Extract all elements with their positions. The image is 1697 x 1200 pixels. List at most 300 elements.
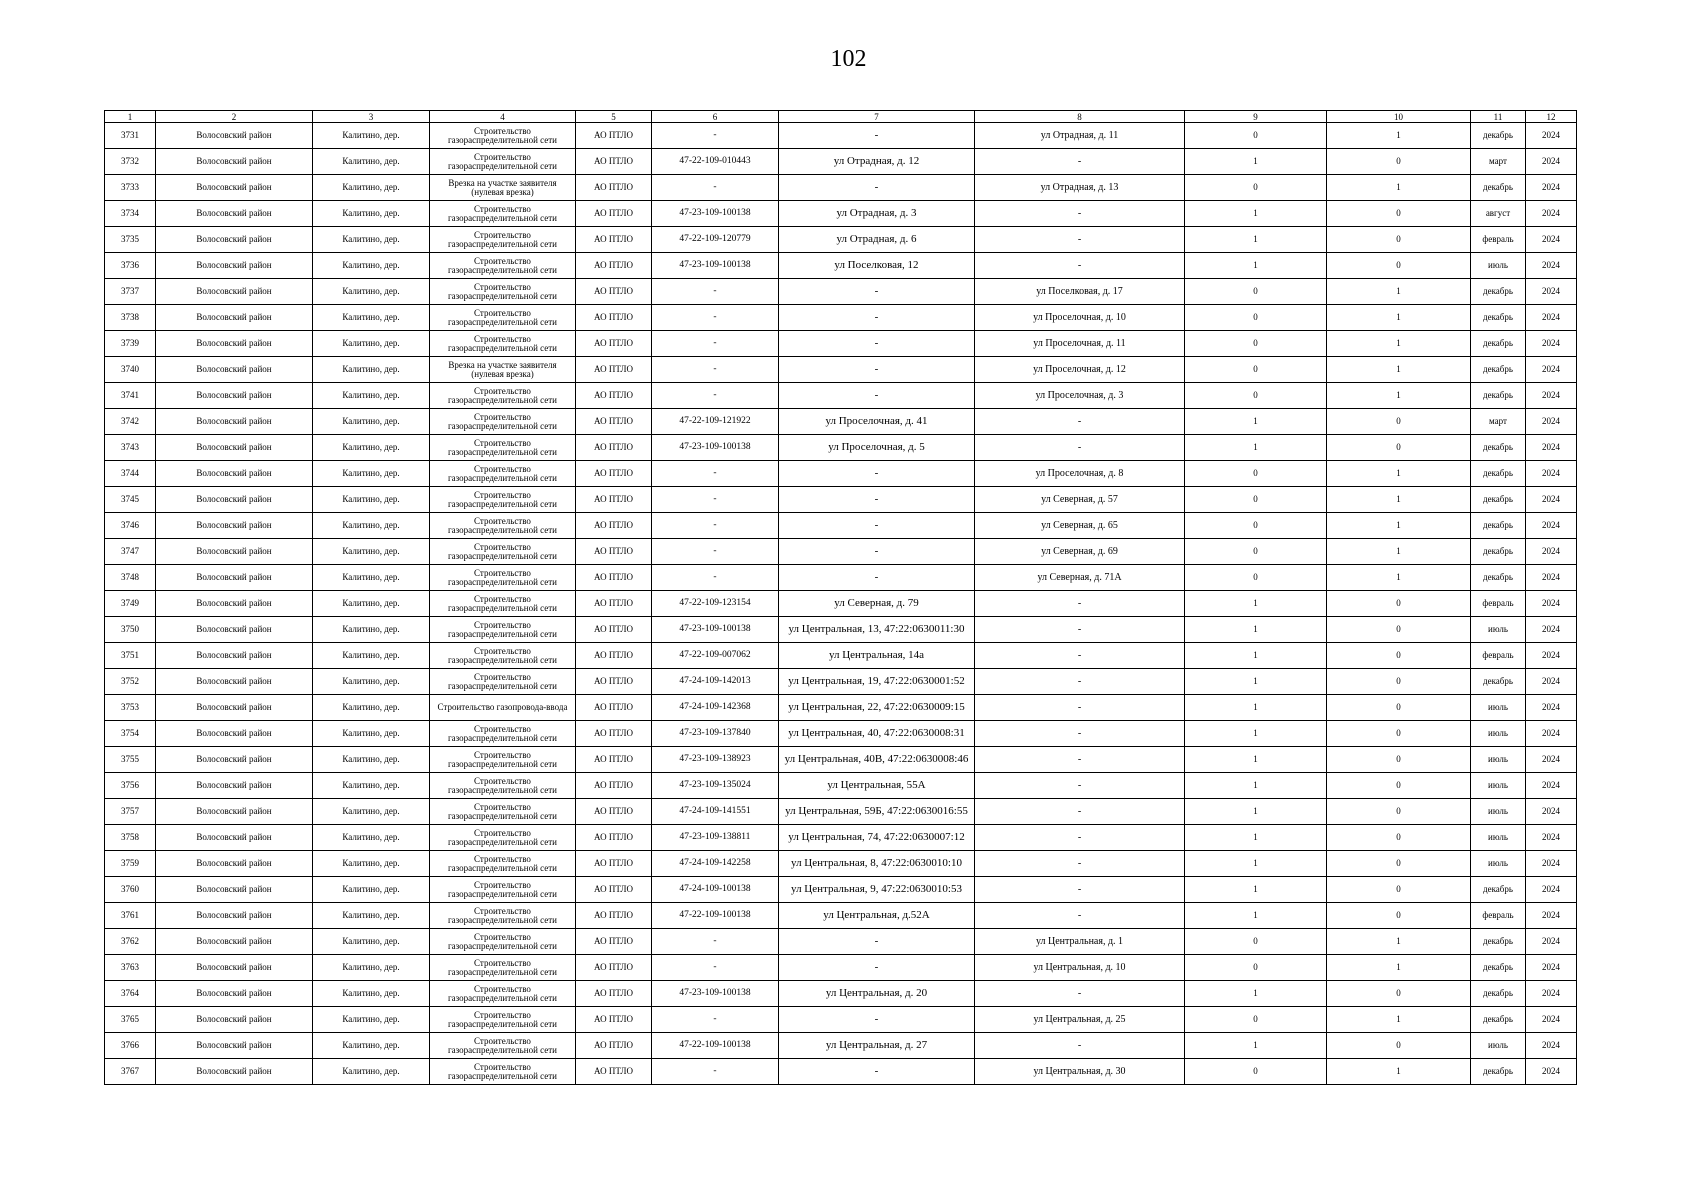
table-cell: 1	[1327, 357, 1471, 383]
table-cell: 1	[1327, 565, 1471, 591]
table-cell: 2024	[1526, 539, 1577, 565]
table-cell: -	[652, 1007, 779, 1033]
table-cell: Волосовский район	[156, 383, 313, 409]
table-cell: 3757	[105, 799, 156, 825]
table-cell: 0	[1327, 825, 1471, 851]
table-cell: Калитино, дер.	[313, 513, 430, 539]
page-number: 102	[830, 46, 867, 72]
table-cell: Волосовский район	[156, 1033, 313, 1059]
table-row	[105, 253, 1577, 279]
table-cell: Строительство газораспределительной сети	[430, 799, 576, 825]
table-row	[105, 903, 1577, 929]
table-cell: 1	[1185, 877, 1327, 903]
table-row	[105, 227, 1577, 253]
table-row	[105, 331, 1577, 357]
table-cell: АО ПТЛО	[576, 877, 652, 903]
table-cell: июль	[1471, 253, 1526, 279]
table-cell: 0	[1327, 877, 1471, 903]
table-cell: Волосовский район	[156, 565, 313, 591]
table-cell: АО ПТЛО	[576, 1059, 652, 1085]
table-cell: Волосовский район	[156, 435, 313, 461]
table-cell: Волосовский район	[156, 149, 313, 175]
table-cell: 2024	[1526, 669, 1577, 695]
column-number: 4	[430, 111, 576, 123]
table-cell: 1	[1185, 643, 1327, 669]
table-cell: -	[975, 643, 1185, 669]
table-cell: 47-23-109-137840	[652, 721, 779, 747]
table-cell: ул Центральная, д. 1	[975, 929, 1185, 955]
table-cell: Калитино, дер.	[313, 565, 430, 591]
column-number: 5	[576, 111, 652, 123]
table-cell: 3764	[105, 981, 156, 1007]
table-row	[105, 305, 1577, 331]
table-cell: Строительство газораспределительной сети	[430, 955, 576, 981]
table-cell: Волосовский район	[156, 461, 313, 487]
table-cell: -	[975, 721, 1185, 747]
table-cell: 1	[1185, 903, 1327, 929]
table-cell: -	[779, 929, 975, 955]
table-cell: 0	[1185, 461, 1327, 487]
table-cell: Калитино, дер.	[313, 149, 430, 175]
table-cell: 0	[1185, 1007, 1327, 1033]
table-cell: 0	[1185, 305, 1327, 331]
table-cell: Волосовский район	[156, 721, 313, 747]
table-row	[105, 1033, 1577, 1059]
table-cell: декабрь	[1471, 435, 1526, 461]
table-row	[105, 799, 1577, 825]
table-cell: Калитино, дер.	[313, 981, 430, 1007]
table-cell: 2024	[1526, 825, 1577, 851]
table-cell: Калитино, дер.	[313, 669, 430, 695]
table-cell: 0	[1327, 851, 1471, 877]
table-cell: Волосовский район	[156, 279, 313, 305]
table-cell: Строительство газораспределительной сети	[430, 903, 576, 929]
table-cell: АО ПТЛО	[576, 513, 652, 539]
table-cell: 0	[1185, 487, 1327, 513]
table-cell: Калитино, дер.	[313, 279, 430, 305]
table-cell: ул Северная, д. 65	[975, 513, 1185, 539]
table-cell: ул Центральная, 74, 47:22:0630007:12	[779, 825, 975, 851]
table-cell: АО ПТЛО	[576, 747, 652, 773]
table-cell: 3763	[105, 955, 156, 981]
table-cell: 0	[1327, 617, 1471, 643]
table-cell: Волосовский район	[156, 877, 313, 903]
table-cell: Волосовский район	[156, 669, 313, 695]
table-cell: 3736	[105, 253, 156, 279]
table-cell: Калитино, дер.	[313, 487, 430, 513]
table-cell: Врезка на участке заявителя (нулевая врезка)	[430, 175, 576, 201]
table-cell: -	[975, 981, 1185, 1007]
table-cell: Калитино, дер.	[313, 695, 430, 721]
table-cell: -	[975, 227, 1185, 253]
column-number: 12	[1526, 111, 1577, 123]
table-cell: 0	[1327, 201, 1471, 227]
table-cell: февраль	[1471, 227, 1526, 253]
table-cell: -	[975, 149, 1185, 175]
table-cell: -	[975, 617, 1185, 643]
table-cell: 2024	[1526, 643, 1577, 669]
table-cell: 3749	[105, 591, 156, 617]
table-cell: 2024	[1526, 279, 1577, 305]
table-cell: Строительство газораспределительной сети	[430, 825, 576, 851]
table-cell: 3753	[105, 695, 156, 721]
table-cell: 1	[1327, 1059, 1471, 1085]
table-cell: 3732	[105, 149, 156, 175]
table-cell: -	[652, 487, 779, 513]
table-cell: -	[652, 955, 779, 981]
table-cell: 3737	[105, 279, 156, 305]
table-cell: 1	[1185, 825, 1327, 851]
table-cell: 3743	[105, 435, 156, 461]
table-cell: Строительство газораспределительной сети	[430, 227, 576, 253]
table-row	[105, 877, 1577, 903]
table-cell: АО ПТЛО	[576, 1007, 652, 1033]
table-row	[105, 825, 1577, 851]
table-cell: 0	[1185, 539, 1327, 565]
table-cell: 2024	[1526, 383, 1577, 409]
table-cell: Строительство газораспределительной сети	[430, 487, 576, 513]
table-cell: ул Центральная, д. 27	[779, 1033, 975, 1059]
table-cell: Волосовский район	[156, 1059, 313, 1085]
table-cell: АО ПТЛО	[576, 695, 652, 721]
table-cell: 2024	[1526, 461, 1577, 487]
table-cell: 3741	[105, 383, 156, 409]
table-cell: 0	[1185, 1059, 1327, 1085]
table-cell: Калитино, дер.	[313, 799, 430, 825]
table-cell: 1	[1327, 1007, 1471, 1033]
table-cell: Калитино, дер.	[313, 331, 430, 357]
table-cell: ул Центральная, 8, 47:22:0630010:10	[779, 851, 975, 877]
table-cell: 2024	[1526, 1033, 1577, 1059]
table-cell: ул Проселочная, д. 10	[975, 305, 1185, 331]
table-cell: -	[779, 487, 975, 513]
table-cell: декабрь	[1471, 123, 1526, 149]
table-cell: -	[975, 877, 1185, 903]
table-cell: -	[652, 539, 779, 565]
table-cell: 3746	[105, 513, 156, 539]
table-row	[105, 149, 1577, 175]
table-cell: Волосовский район	[156, 643, 313, 669]
table-cell: 0	[1185, 929, 1327, 955]
table-cell: ул Центральная, 13, 47:22:0630011:30	[779, 617, 975, 643]
table-cell: -	[779, 357, 975, 383]
table-cell: Строительство газораспределительной сети	[430, 773, 576, 799]
table-cell: 2024	[1526, 435, 1577, 461]
table-row	[105, 409, 1577, 435]
table-cell: 2024	[1526, 591, 1577, 617]
table-cell: 3748	[105, 565, 156, 591]
table-cell: 0	[1327, 435, 1471, 461]
table-cell: АО ПТЛО	[576, 539, 652, 565]
table-cell: Строительство газораспределительной сети	[430, 929, 576, 955]
table-cell: ул Проселочная, д. 3	[975, 383, 1185, 409]
table-cell: 1	[1185, 253, 1327, 279]
table-cell: 0	[1327, 773, 1471, 799]
table-cell: 1	[1185, 773, 1327, 799]
table-cell: Волосовский район	[156, 981, 313, 1007]
table-cell: 47-22-109-120779	[652, 227, 779, 253]
table-cell: 47-24-109-141551	[652, 799, 779, 825]
table-cell: Строительство газораспределительной сети	[430, 461, 576, 487]
table-cell: Волосовский район	[156, 799, 313, 825]
table-cell: 2024	[1526, 617, 1577, 643]
table-cell: 0	[1185, 565, 1327, 591]
table-cell: -	[652, 357, 779, 383]
table-cell: 2024	[1526, 201, 1577, 227]
table-row	[105, 721, 1577, 747]
table-cell: АО ПТЛО	[576, 825, 652, 851]
table-cell: 0	[1327, 981, 1471, 1007]
table-cell: 2024	[1526, 877, 1577, 903]
table-cell: 0	[1185, 383, 1327, 409]
table-cell: 0	[1327, 643, 1471, 669]
table-cell: декабрь	[1471, 565, 1526, 591]
table-cell: 1	[1185, 201, 1327, 227]
table-cell: 3755	[105, 747, 156, 773]
table-cell: 1	[1185, 591, 1327, 617]
table-cell: 1	[1185, 149, 1327, 175]
table-cell: 0	[1185, 123, 1327, 149]
table-cell: Калитино, дер.	[313, 1007, 430, 1033]
table-cell: Строительство газораспределительной сети	[430, 435, 576, 461]
table-cell: июль	[1471, 617, 1526, 643]
table-cell: -	[975, 201, 1185, 227]
table-cell: 3740	[105, 357, 156, 383]
table-cell: АО ПТЛО	[576, 721, 652, 747]
table-cell: -	[975, 851, 1185, 877]
table-cell: Волосовский район	[156, 175, 313, 201]
table-cell: ул Проселочная, д. 12	[975, 357, 1185, 383]
table-cell: ул Отрадная, д. 12	[779, 149, 975, 175]
table-cell: Калитино, дер.	[313, 643, 430, 669]
table-cell: 47-22-109-010443	[652, 149, 779, 175]
table-row	[105, 357, 1577, 383]
table-cell: Волосовский район	[156, 539, 313, 565]
table-cell: АО ПТЛО	[576, 903, 652, 929]
table-cell: Волосовский район	[156, 513, 313, 539]
table-cell: 3747	[105, 539, 156, 565]
table-cell: 3762	[105, 929, 156, 955]
table-cell: Строительство газораспределительной сети	[430, 513, 576, 539]
table-cell: 0	[1185, 175, 1327, 201]
table-cell: Волосовский район	[156, 201, 313, 227]
table-cell: 0	[1327, 799, 1471, 825]
column-number: 3	[313, 111, 430, 123]
table-cell: 1	[1327, 461, 1471, 487]
table-row	[105, 617, 1577, 643]
table-cell: Волосовский район	[156, 331, 313, 357]
table-row	[105, 929, 1577, 955]
table-row	[105, 123, 1577, 149]
table-cell: АО ПТЛО	[576, 669, 652, 695]
table-cell: декабрь	[1471, 513, 1526, 539]
table-cell: Калитино, дер.	[313, 617, 430, 643]
table-cell: декабрь	[1471, 487, 1526, 513]
table-cell: ул Центральная, д.52А	[779, 903, 975, 929]
table-cell: 2024	[1526, 747, 1577, 773]
table-cell: декабрь	[1471, 929, 1526, 955]
table-cell: Строительство газораспределительной сети	[430, 591, 576, 617]
table-row	[105, 695, 1577, 721]
table-cell: Строительство газораспределительной сети	[430, 279, 576, 305]
table-cell: ул Северная, д. 69	[975, 539, 1185, 565]
table-cell: АО ПТЛО	[576, 851, 652, 877]
column-number: 2	[156, 111, 313, 123]
table-cell: -	[779, 539, 975, 565]
table-cell: Калитино, дер.	[313, 591, 430, 617]
table-cell: Калитино, дер.	[313, 227, 430, 253]
table-row	[105, 175, 1577, 201]
table-cell: 1	[1327, 175, 1471, 201]
table-cell: 3758	[105, 825, 156, 851]
table-cell: 2024	[1526, 695, 1577, 721]
table-cell: Волосовский район	[156, 1007, 313, 1033]
table-cell: 47-23-109-138923	[652, 747, 779, 773]
table-cell: ул Центральная, д. 10	[975, 955, 1185, 981]
table-cell: -	[652, 123, 779, 149]
table-cell: 3738	[105, 305, 156, 331]
table-cell: ул Центральная, 22, 47:22:0630009:15	[779, 695, 975, 721]
table-cell: 2024	[1526, 487, 1577, 513]
table-cell: 0	[1185, 513, 1327, 539]
table-cell: ул Проселочная, д. 5	[779, 435, 975, 461]
column-number-header	[105, 111, 1577, 123]
table-row	[105, 669, 1577, 695]
column-number: 7	[779, 111, 975, 123]
table-cell: 0	[1185, 331, 1327, 357]
table-cell: декабрь	[1471, 877, 1526, 903]
table-cell: ул Центральная, д. 20	[779, 981, 975, 1007]
table-cell: 3760	[105, 877, 156, 903]
table-cell: Калитино, дер.	[313, 409, 430, 435]
table-cell: АО ПТЛО	[576, 799, 652, 825]
table-cell: 0	[1327, 669, 1471, 695]
table-cell: Калитино, дер.	[313, 721, 430, 747]
table-cell: декабрь	[1471, 1059, 1526, 1085]
column-number: 8	[975, 111, 1185, 123]
table-cell: Калитино, дер.	[313, 1059, 430, 1085]
table-cell: декабрь	[1471, 461, 1526, 487]
table-cell: 1	[1327, 929, 1471, 955]
table-cell: АО ПТЛО	[576, 253, 652, 279]
table-cell: Калитино, дер.	[313, 877, 430, 903]
table-cell: 1	[1185, 981, 1327, 1007]
table-row	[105, 851, 1577, 877]
table-cell: 47-22-109-100138	[652, 1033, 779, 1059]
table-cell: -	[652, 305, 779, 331]
table-cell: 0	[1327, 903, 1471, 929]
table-cell: 1	[1327, 305, 1471, 331]
table-row	[105, 513, 1577, 539]
table-cell: 1	[1185, 409, 1327, 435]
table-cell: декабрь	[1471, 175, 1526, 201]
table-cell: -	[779, 1059, 975, 1085]
table-cell: март	[1471, 149, 1526, 175]
table-cell: 2024	[1526, 851, 1577, 877]
table-cell: 2024	[1526, 799, 1577, 825]
table-cell: -	[975, 903, 1185, 929]
table-cell: ул Поселковая, 12	[779, 253, 975, 279]
table-cell: АО ПТЛО	[576, 279, 652, 305]
table-cell: -	[652, 331, 779, 357]
table-row	[105, 1059, 1577, 1085]
table-cell: декабрь	[1471, 981, 1526, 1007]
table-cell: АО ПТЛО	[576, 201, 652, 227]
table-row	[105, 539, 1577, 565]
table-cell: ул Центральная, 19, 47:22:0630001:52	[779, 669, 975, 695]
table-cell: 2024	[1526, 175, 1577, 201]
table-cell: Строительство газораспределительной сети	[430, 565, 576, 591]
table-cell: Волосовский район	[156, 773, 313, 799]
table-cell: Строительство газопровода-ввода	[430, 695, 576, 721]
table-cell: Строительство газораспределительной сети	[430, 669, 576, 695]
table-cell: Калитино, дер.	[313, 903, 430, 929]
table-cell: 3759	[105, 851, 156, 877]
table-cell: 3733	[105, 175, 156, 201]
table-cell: 3739	[105, 331, 156, 357]
table-cell: ул Центральная, д. 25	[975, 1007, 1185, 1033]
table-cell: июль	[1471, 747, 1526, 773]
table-cell: 1	[1327, 279, 1471, 305]
table-cell: ул Центральная, 9, 47:22:0630010:53	[779, 877, 975, 903]
table-cell: Строительство газораспределительной сети	[430, 383, 576, 409]
table-cell: -	[779, 331, 975, 357]
table-cell: 1	[1327, 487, 1471, 513]
table-cell: 1	[1185, 695, 1327, 721]
table-cell: ул Проселочная, д. 11	[975, 331, 1185, 357]
table-cell: Строительство газораспределительной сети	[430, 149, 576, 175]
table-cell: 2024	[1526, 565, 1577, 591]
table-cell: декабрь	[1471, 279, 1526, 305]
table-cell: Строительство газораспределительной сети	[430, 1059, 576, 1085]
table-cell: -	[975, 253, 1185, 279]
table-cell: -	[975, 773, 1185, 799]
table-cell: -	[975, 1033, 1185, 1059]
table-cell: ул Центральная, 14а	[779, 643, 975, 669]
table-cell: Волосовский район	[156, 409, 313, 435]
table-cell: 0	[1185, 955, 1327, 981]
table-cell: 2024	[1526, 357, 1577, 383]
table-cell: Строительство газораспределительной сети	[430, 747, 576, 773]
table-cell: 1	[1185, 851, 1327, 877]
table-cell: 0	[1327, 1033, 1471, 1059]
column-number: 6	[652, 111, 779, 123]
table-cell: АО ПТЛО	[576, 955, 652, 981]
column-number: 10	[1327, 111, 1471, 123]
table-cell: 2024	[1526, 929, 1577, 955]
table-cell: АО ПТЛО	[576, 929, 652, 955]
table-row	[105, 773, 1577, 799]
table-cell: 3742	[105, 409, 156, 435]
table-cell: 3752	[105, 669, 156, 695]
table-cell: 47-24-109-100138	[652, 877, 779, 903]
table-cell: Калитино, дер.	[313, 383, 430, 409]
table-cell: 2024	[1526, 981, 1577, 1007]
table-row	[105, 747, 1577, 773]
table-body	[105, 111, 1577, 1085]
table-cell: 1	[1327, 955, 1471, 981]
table-cell: Калитино, дер.	[313, 435, 430, 461]
table-cell: 3754	[105, 721, 156, 747]
table-cell: 2024	[1526, 331, 1577, 357]
table-cell: 0	[1327, 227, 1471, 253]
table-cell: 2024	[1526, 409, 1577, 435]
table-cell: ул Северная, д. 57	[975, 487, 1185, 513]
table-cell: декабрь	[1471, 305, 1526, 331]
table-cell: 2024	[1526, 253, 1577, 279]
table-cell: АО ПТЛО	[576, 123, 652, 149]
table-cell: Калитино, дер.	[313, 201, 430, 227]
